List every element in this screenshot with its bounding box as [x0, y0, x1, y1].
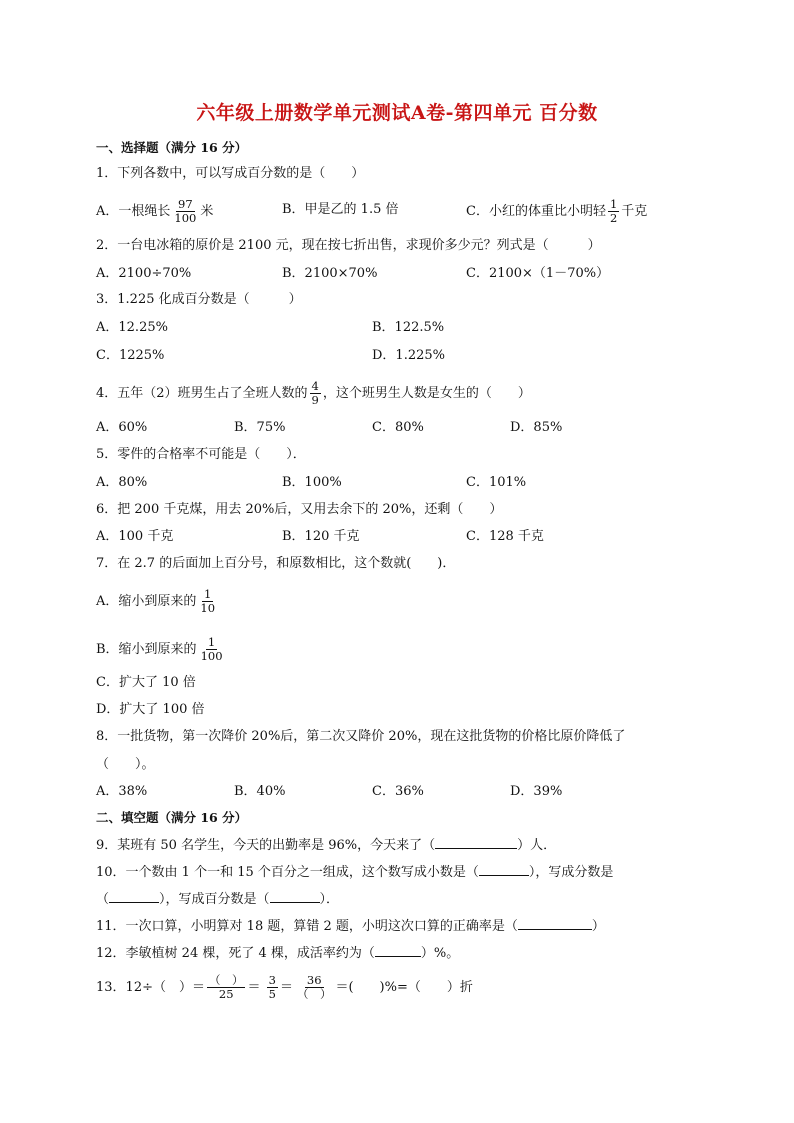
q11-answer-blank[interactable] — [518, 917, 592, 930]
q9-answer-blank[interactable] — [435, 836, 517, 849]
fraction-denominator: 5 — [268, 987, 276, 1001]
fraction-denominator: 100 — [200, 649, 223, 663]
q5-option-b[interactable]: B．100% — [282, 475, 342, 490]
fraction-denominator: 100 — [174, 211, 197, 225]
q7-option-a-text: A．缩小到原来的 — [96, 594, 197, 609]
question-10-line2-end: ）． — [319, 892, 340, 907]
q1-option-c-fraction — [608, 198, 619, 225]
q1-option-a[interactable] — [96, 198, 213, 225]
q5-option-c[interactable]: C．101% — [466, 475, 527, 490]
q7-option-b-fraction — [199, 636, 225, 663]
q4-fraction — [310, 380, 321, 407]
fraction-denominator: 9 — [311, 393, 319, 407]
q1-option-a-unit: 米 — [200, 204, 214, 219]
question-3: 3．1.225 化成百分数是（ ） — [96, 292, 302, 307]
question-2: 2．一台电冰箱的原价是 2100 元，现在按七折出售，求现价多少元？列式是（ ） — [96, 238, 601, 253]
q3-option-d[interactable]: D．1.225% — [372, 348, 445, 363]
question-4-text: 4．五年（2）班男生占了全班人数的 — [96, 386, 308, 401]
fraction-numerator: 4 — [311, 379, 319, 393]
q7-option-d[interactable]: D．扩大了 100 倍 — [96, 702, 205, 717]
question-10-text-mid: ），写成分数是 — [528, 865, 614, 880]
fraction-denominator[interactable]: （ ） — [296, 987, 332, 1001]
q8-option-b[interactable]: B．40% — [234, 784, 286, 799]
question-9-text: 9．某班有 50 名学生，今天的出勤率是 96%，今天来了（ — [96, 838, 436, 853]
q2-option-a[interactable]: A．2100÷70% — [96, 266, 192, 281]
question-11-text: 11．一次口算，小明算对 18 题，算错 2 题，小明这次口算的正确率是（ — [96, 919, 518, 934]
question-11 — [96, 917, 605, 937]
q6-option-b[interactable]: B．120 千克 — [282, 529, 360, 544]
q4-option-b[interactable]: B．75% — [234, 420, 286, 435]
q6-option-c[interactable]: C．128 千克 — [466, 529, 544, 544]
q13-equals-2: ＝ — [279, 980, 293, 995]
q3-option-a[interactable]: A．12.25% — [96, 320, 168, 335]
q7-option-c[interactable]: C．扩大了 10 倍 — [96, 675, 196, 690]
q2-option-c[interactable]: C．2100×（1－70%） — [466, 266, 610, 281]
question-9-text-end: ）人． — [517, 838, 557, 853]
q7-option-b-text: B．缩小到原来的 — [96, 642, 197, 657]
fraction-numerator: 1 — [204, 587, 212, 601]
fraction-numerator[interactable]: （ ） — [208, 973, 244, 987]
q7-option-a-fraction — [198, 588, 217, 615]
q1-option-a-fraction — [172, 198, 198, 225]
question-9 — [96, 836, 556, 856]
section-heading-fill: 二、填空题（满分 16 分） — [96, 810, 248, 825]
question-8-continued: （ ）。 — [96, 757, 155, 772]
q4-option-d[interactable]: D．85% — [510, 420, 563, 435]
question-11-text-end: ） — [591, 919, 605, 934]
fraction-denominator: 25 — [218, 987, 234, 1001]
fraction-numerator: 97 — [178, 197, 193, 211]
question-4-text-end: ，这个班男生人数是女生的（ ） — [322, 386, 531, 401]
q8-option-a[interactable]: A．38% — [96, 784, 148, 799]
q13-fraction-2 — [267, 974, 278, 1001]
q7-option-a[interactable] — [96, 588, 219, 615]
question-13 — [96, 974, 473, 1001]
q8-option-d[interactable]: D．39% — [510, 784, 563, 799]
q5-option-a[interactable]: A．80% — [96, 475, 148, 490]
question-10-continued — [96, 890, 339, 910]
q10-fraction-blank[interactable] — [109, 890, 159, 903]
question-6: 6．把 200 千克煤，用去 20%后，又用去余下的 20%，还剩（ ） — [96, 502, 503, 517]
question-8: 8．一批货物，第一次降价 20%后，第二次又降价 20%，现在这批货物的价格比原价降低了 — [96, 729, 626, 744]
question-10-text: 10．一个数由 1 个一和 15 个百分之一组成，这个数写成小数是（ — [96, 865, 479, 880]
fraction-numerator: 1 — [609, 197, 618, 211]
page-title: 六年级上册数学单元测试A卷-第四单元 百分数 — [196, 102, 598, 124]
q1-option-c-text: C．小红的体重比小明轻 — [466, 204, 606, 219]
q10-percent-blank[interactable] — [270, 890, 320, 903]
fraction-numerator: 36 — [306, 973, 322, 987]
fraction-numerator: 3 — [268, 973, 276, 987]
q7-option-b[interactable] — [96, 636, 227, 663]
question-10-line2-mid: ），写成百分数是（ — [159, 892, 270, 907]
question-10 — [96, 863, 613, 883]
question-4 — [96, 380, 531, 407]
q10-decimal-blank[interactable] — [479, 863, 529, 876]
q13-fraction-3 — [295, 974, 334, 1001]
question-1: 1．下列各数中，可以写成百分数的是（ ） — [96, 166, 365, 181]
q1-option-b[interactable]: B．甲是乙的 1.5 倍 — [282, 202, 399, 217]
q4-option-c[interactable]: C．80% — [372, 420, 424, 435]
fraction-denominator: 10 — [200, 601, 216, 615]
fraction-denominator: 2 — [609, 211, 618, 225]
q2-option-b[interactable]: B．2100×70% — [282, 266, 378, 281]
q8-option-c[interactable]: C．36% — [372, 784, 424, 799]
question-13-tail: ＝( )%=（ ）折 — [335, 980, 473, 995]
question-12-text-end: ）%。 — [420, 946, 460, 961]
question-10-line2-start: （ — [96, 892, 110, 907]
q13-equals-1: ＝ — [247, 980, 261, 995]
fraction-numerator: 1 — [207, 635, 216, 649]
q1-option-c[interactable] — [466, 198, 647, 225]
question-7: 7．在 2.7 的后面加上百分号，和原数相比，这个数就( )． — [96, 556, 456, 571]
section-heading-choice: 一、选择题（满分 16 分） — [96, 140, 248, 155]
q6-option-a[interactable]: A．100 千克 — [96, 529, 174, 544]
q13-fraction-1 — [207, 974, 246, 1001]
question-12 — [96, 944, 459, 964]
q4-option-a[interactable]: A．60% — [96, 420, 148, 435]
question-13-text: 13．12÷（ ）＝ — [96, 980, 205, 995]
q3-option-c[interactable]: C．1225% — [96, 348, 165, 363]
q1-option-c-unit: 千克 — [621, 204, 648, 219]
question-12-text: 12．李敏植树 24 棵，死了 4 棵，成活率约为（ — [96, 946, 375, 961]
question-5: 5．零件的合格率不可能是（ ）． — [96, 447, 306, 462]
q1-option-a-text: A．一根绳长 — [96, 204, 171, 219]
q12-answer-blank[interactable] — [375, 944, 421, 957]
q3-option-b[interactable]: B．122.5% — [372, 320, 445, 335]
